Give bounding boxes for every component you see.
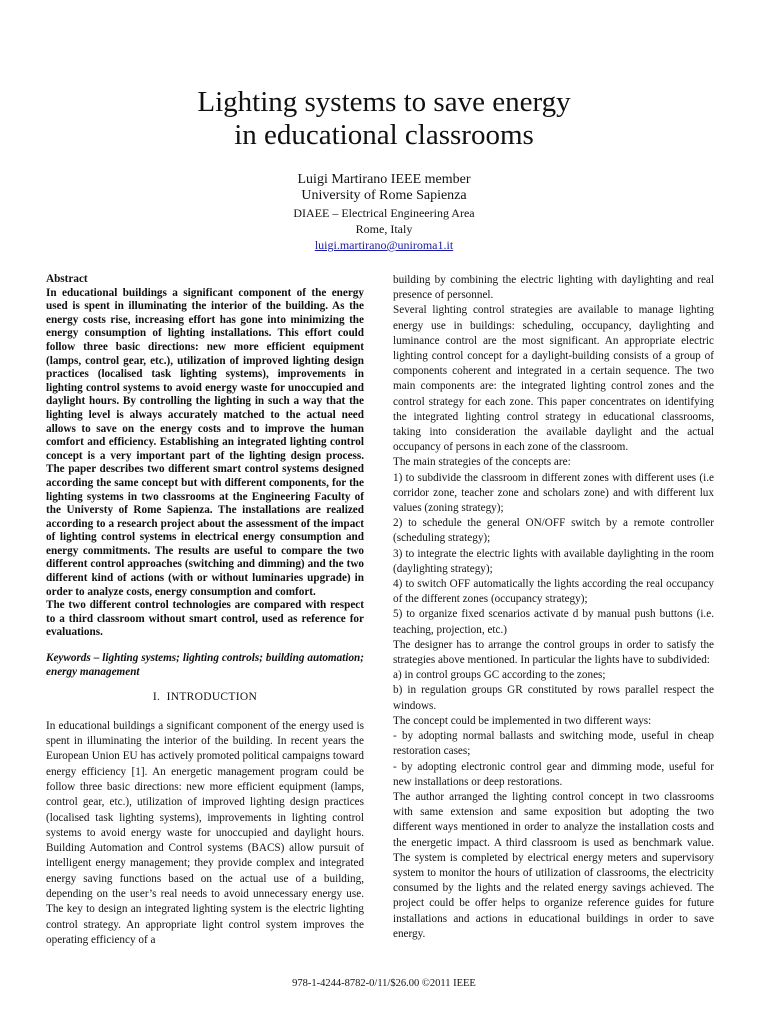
- section-title-rest: NTRODUCTION: [170, 691, 258, 704]
- author-name: Luigi Martirano IEEE member: [297, 172, 471, 187]
- implementation-way: - by adopting normal ballasts and switching mode, useful in cheap restoration cases;: [393, 730, 714, 758]
- strategy-item: 3) to integrate the electric lights with available daylighting in the room (daylighting strategy);: [393, 547, 714, 575]
- right-column: [393, 273, 714, 942]
- section-heading-introduction: [46, 691, 364, 705]
- right-paragraph-3: The main strategies of the concepts are:: [393, 456, 571, 469]
- subdivision-item: b) in regulation groups GR constituted by rows parallel respect the windows.: [393, 684, 714, 712]
- author-university: University of Rome Sapienza: [301, 188, 467, 203]
- title-line-1: Lighting systems to save energy: [197, 86, 571, 118]
- right-paragraph-5: The concept could be implemented in two different ways:: [393, 714, 652, 727]
- strategy-item: 1) to subdivide the classroom in different zones with different uses (i.e corridor zone, teacher zone and scholars zone) and with different lux values (zoning strategy);: [393, 471, 714, 515]
- right-paragraph-2: Several lighting control strategies are available to manage lighting energy use in buildings: scheduling, occupancy, daylighting and luminance control are the most significant. An appropriate electric lighting control concept for a daylight-building consists of a group of components coherent and integrated in a certain sequence. The two main components are: the integrated lighting control zones and the control strategy for each zone. This paper concentrates on identifying the integrated lighting control strategy in educational classrooms, taking into consideration the available daylight and the actual occupancy of persons in each zone of the classroom.: [393, 304, 714, 454]
- abstract-heading: Abstract: [46, 273, 88, 285]
- author-department: DIAEE – Electrical Engineering Area: [293, 206, 475, 220]
- abstract-text: In educational buildings a significant component of the energy used is spent in illuminating the interior of the building. As the energy costs rise, increasing effort has gone into minimizing the energy consumption of lighting installations. This effort could follow three basic directions: new more efficient equipment (lamps, control gear, etc.), utilization of improved lighting design practices (localised task lighting systems), improvements in lighting control systems to avoid energy waste for unoccupied and daylight hours. By controlling the lighting in such a way that the lighting level is always accurately matched to the actual need allows to save on the energy costs and to improve the human comfort and efficiency. Establishing an integrated lighting control concept is a very important part of the lighting design process. The paper describes two different smart control systems designed according the same concept but with different components, for the lighting systems in two classrooms at the Engineering Faculty of the Universty of Rome Sapienza. The installations are realized according to a research project about the assessment of the impact of lighting control systems in electrical energy consumption and energy commitments. The results are useful to compare the two different control approaches (switching and dimming) and the two different kind of actions (with or without luminaries upgrade) in order to analyze costs, energy consumption and comfort.: [46, 286, 364, 598]
- section-number: I.: [152, 691, 161, 704]
- left-column: [46, 273, 364, 948]
- strategy-item: 2) to schedule the general ON/OFF switch by a remote controller (scheduling strategy);: [393, 517, 714, 545]
- implementation-way: - by adopting electronic control gear and dimming mode, useful for new installations or deep restorations.: [393, 760, 714, 788]
- subdivision-item: a) in control groups GC according to the zones;: [393, 669, 606, 682]
- paper-title: [0, 86, 768, 152]
- right-paragraph-4: The designer has to arrange the control groups in order to satisfy the strategies above mentioned. In particular the lights have to subdivided:: [393, 638, 714, 667]
- right-paragraph-1: building by combining the electric lighting with daylighting and real presence of personnel.: [393, 274, 714, 302]
- keywords: Keywords – lighting systems; lighting controls; building automation; energy management: [46, 652, 364, 678]
- author-email-link[interactable]: luigi.martirano@uniroma1.it: [314, 238, 454, 252]
- section-title-initial: I: [166, 691, 171, 704]
- right-paragraph-6: The author arranged the lighting control concept in two classrooms with same extension and same exposition but adopting the two different ways mentioned in order to analyze the installation costs and the energetic impact. A third classroom is used as benchmark value. The system is completed by electrical energy meters and supervisory system to monitor the hours of utilization of classrooms, the electricity consumed by the lights and the related energy savings achieved. The project could be offer helps to organize reference guides for future installations and actions in educational buildings in order to save energy.: [393, 790, 714, 940]
- copyright-footer: 978-1-4244-8782-0/11/$26.00 ©2011 IEEE: [292, 978, 476, 989]
- abstract-text-2: The two different control technologies are compared with respect to a third classroom without smart control, used as reference for evaluations.: [46, 599, 364, 639]
- author-block: [0, 172, 768, 252]
- title-line-2: in educational classrooms: [234, 119, 534, 151]
- introduction-paragraph: In educational buildings a significant component of the energy used is spent in illuminating the interior of the building. In recent years the European Union EU has actively promoted political campaigns toward energy efficiency [1]. An energetic management program could be follow three basic directions: new more efficient equipment (lamps, control gear, etc.), utilization of improved lighting design practices (localised task lighting systems), improvements in lighting control systems to avoid energy waste for unoccupied and daylight hours. Building Automation and Control systems (BACS) allow pursuit of intelligent energy management; they provide complex and integrated energy saving functions based on the actual use of a building, depending on the user’s real needs to avoid unnecessary energy use. The key to design an integrated lighting system is the electric lighting control strategy. An appropriate light control system improves the operating efficiency of a: [46, 719, 364, 946]
- author-city: Rome, Italy: [355, 222, 413, 236]
- strategy-item: 5) to organize fixed scenarios activate d by manual push buttons (i.e. teaching, projection, etc.): [393, 608, 714, 636]
- strategy-item: 4) to switch OFF automatically the lights according the real occupancy of the different zones (occupancy strategy);: [393, 578, 714, 606]
